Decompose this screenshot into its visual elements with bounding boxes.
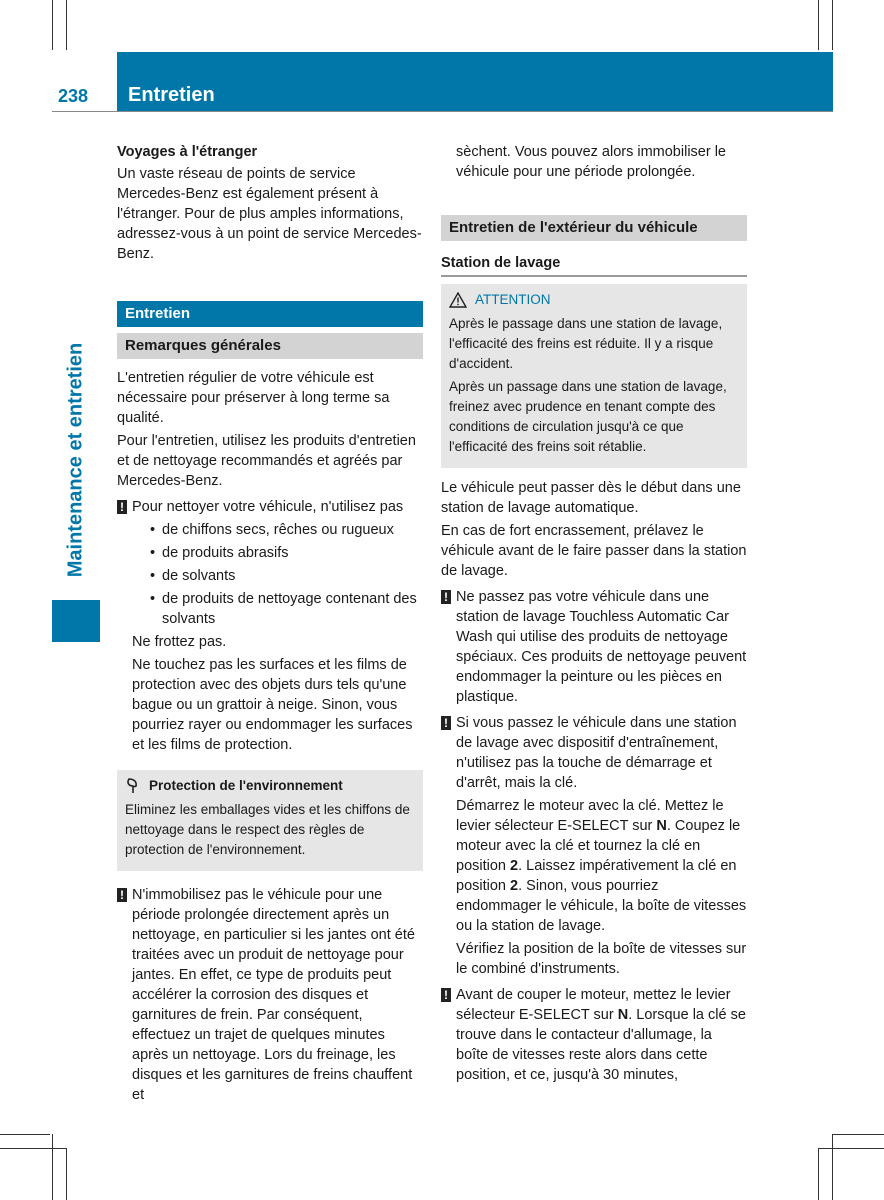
- crop-mark: [832, 1134, 833, 1200]
- text-run: Démarrez le moteur avec la clé. Mettez le levier sélecteur E-SELECT sur: [456, 798, 724, 834]
- side-tab-label: Maintenance et entretien: [64, 342, 87, 578]
- note-block: [117, 497, 423, 755]
- text-run: . Sinon, vous pourriez endommager le véhicule, la boîte de vitesses ou la station de lavage.: [456, 878, 747, 934]
- right-column: [441, 142, 747, 1088]
- crop-mark: [818, 1148, 819, 1200]
- exclamation-icon: !: [117, 888, 127, 902]
- paragraph: L'entretien régulier de votre véhicule est nécessaire pour préserver à long terme sa qualité.: [117, 370, 390, 426]
- environment-title-row: [125, 776, 415, 796]
- text-run-bold: 2: [510, 878, 519, 894]
- text-run-bold: N: [656, 818, 667, 834]
- crop-mark: [832, 0, 833, 50]
- exclamation-icon: !: [441, 716, 451, 730]
- attention-title-row: [449, 290, 739, 310]
- text-run: . Lorsque la clé se trouve dans le contacteur d'allumage, la boîte de vitesses reste alors dans cette position, et ce, jusqu'à 30 minutes,: [456, 1007, 746, 1083]
- abroad-text: Un vaste réseau de points de service Mercedes-Benz est également présent à l'étranger. Pour de plus amples informations, adressez-vous à un point de service Mercedes-Benz.: [117, 166, 422, 262]
- attention-title: ATTENTION: [475, 292, 551, 307]
- list-item: • de chiffons secs, rêches ou rugueux: [150, 520, 423, 540]
- crop-mark: [818, 0, 819, 50]
- subsection-band: Entretien de l'extérieur du véhicule: [441, 215, 747, 241]
- subsection-band: Remarques générales: [117, 333, 423, 359]
- note-text: [456, 985, 747, 1085]
- list-item: • de produits abrasifs: [150, 543, 423, 563]
- section-band: Entretien: [117, 301, 423, 327]
- note-continuation: sèchent. Vous pouvez alors immobiliser le véhicule pour une période prolongée.: [456, 144, 726, 180]
- note-block: [117, 885, 423, 1105]
- text-run-bold: 2: [510, 858, 519, 874]
- environment-title: Protection de l'environnement: [149, 778, 343, 793]
- exclamation-icon: !: [117, 500, 127, 514]
- note-text: Vérifiez la position de la boîte de vitesses sur le combiné d'instruments.: [456, 941, 747, 977]
- list-item: • de solvants: [150, 566, 423, 586]
- attention-text: Après le passage dans une station de lavage, l'efficacité des freins est réduite. Il y a risque d'accident.: [449, 316, 723, 371]
- warning-icon: [449, 292, 467, 308]
- note-lead: Pour nettoyer votre véhicule, n'utilisez pas: [132, 499, 404, 515]
- note-block: [441, 985, 747, 1085]
- left-column: [117, 142, 423, 1108]
- header-band: [117, 52, 833, 111]
- bullet-list: [132, 520, 423, 629]
- crop-mark: [818, 1148, 884, 1149]
- page-number: 238: [58, 86, 89, 106]
- abroad-heading: Voyages à l'étranger: [117, 144, 258, 160]
- paragraph: En cas de fort encrassement, prélavez le véhicule avant de le faire passer dans la station de lavage.: [441, 523, 747, 579]
- note-text: Ne frottez pas.: [132, 634, 227, 650]
- header-divider: [52, 111, 833, 112]
- crop-mark: [66, 0, 67, 50]
- side-tab-marker: [52, 600, 100, 642]
- note-text: [456, 796, 747, 936]
- note-block: [441, 713, 747, 979]
- crop-mark: [66, 1148, 67, 1200]
- crop-mark: [52, 1134, 53, 1200]
- text-run-bold: N: [617, 1007, 629, 1023]
- crop-mark: [0, 1148, 66, 1149]
- attention-box: [441, 284, 747, 468]
- leaf-icon: [125, 778, 141, 794]
- page-title: Entretien: [128, 84, 215, 106]
- exclamation-icon: !: [441, 988, 451, 1002]
- crop-mark: [0, 1134, 50, 1135]
- exclamation-icon: !: [441, 590, 451, 604]
- environment-text: Eliminez les emballages vides et les chiffons de nettoyage dans le respect des règles de protection de l'environnement.: [125, 802, 410, 857]
- list-item: • de produits de nettoyage contenant des solvants: [150, 589, 423, 629]
- note-text: N'immobilisez pas le véhicule pour une période prolongée directement après un nettoyage, en particulier si les jantes ont été traitées avec un produit de nettoyage pour jantes. En effet, ce type de produits peut accélérer la corrosion des disques et garnitures de frein. Par conséquent, effectuez un trajet de quelques minutes après un nettoyage. Lors du freinage, les disques et les garnitures de freins chauffent et: [132, 887, 415, 1103]
- note-block: [441, 587, 747, 707]
- note-text: Ne touchez pas les surfaces et les films de protection avec des objets durs tels qu'une bague ou un grattoir à neige. Sinon, vous pourriez rayer ou endommager les surfaces et les films de protection.: [132, 657, 413, 753]
- attention-text: Après un passage dans une station de lavage, freinez avec prudence en tenant compte des conditions de circulation jusqu'à ce que l'efficacité des freins soit rétablie.: [449, 379, 727, 454]
- text-run: . Coupez le moteur avec la clé et tournez la clé en position: [456, 818, 741, 874]
- text-run: Avant de couper le moteur, mettez le levier sélecteur E-SELECT sur: [456, 987, 731, 1023]
- paragraph: Le véhicule peut passer dès le début dans une station de lavage automatique.: [441, 480, 741, 516]
- note-text: Ne passez pas votre véhicule dans une station de lavage Touchless Automatic Car Wash qui utilise des produits de nettoyage spéciaux. Ces produits de nettoyage peuvent endommager la peinture ou les pièces en plastique.: [456, 589, 747, 705]
- note-text: Si vous passez le véhicule dans une station de lavage avec dispositif d'entraînement, n'utilisez pas la touche de démarrage et d'arrêt, mais la clé.: [456, 715, 737, 791]
- crop-mark: [832, 1134, 884, 1135]
- paragraph: Pour l'entretien, utilisez les produits d'entretien et de nettoyage recommandés et agréés par Mercedes-Benz.: [117, 433, 416, 489]
- section-heading: Station de lavage: [441, 253, 747, 277]
- text-run: . Laissez impérativement la clé en position: [456, 858, 737, 894]
- environment-box: [117, 770, 423, 871]
- crop-mark: [52, 0, 53, 50]
